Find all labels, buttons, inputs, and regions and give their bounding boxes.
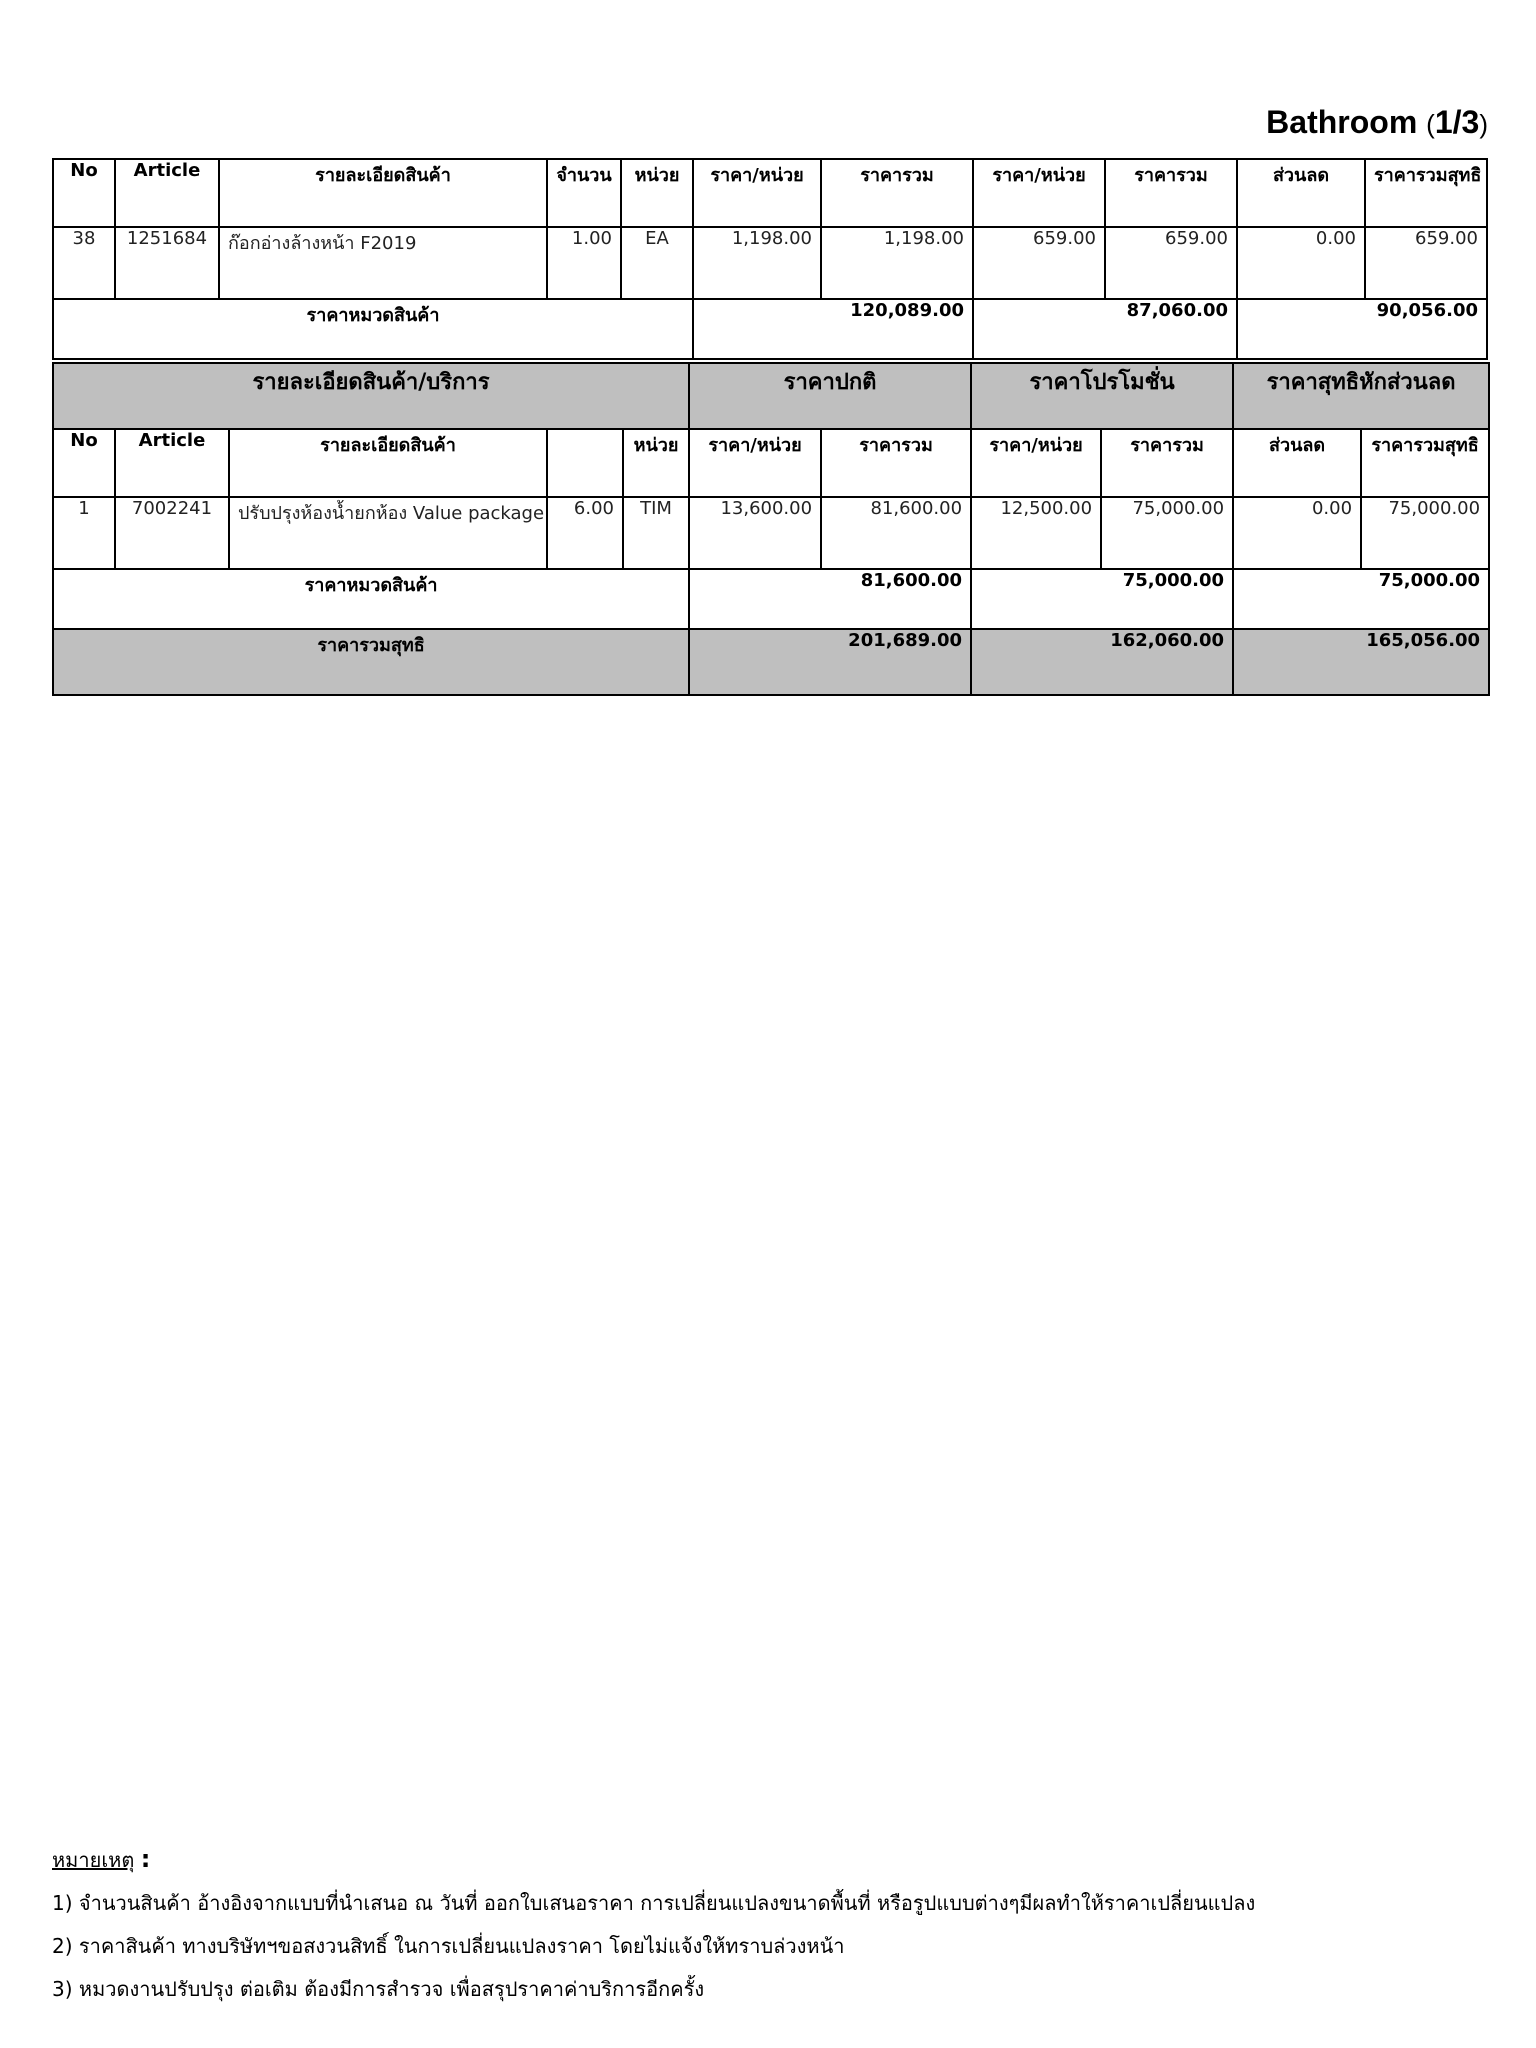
header-total: ราคารวม: [821, 429, 971, 497]
header-unit-price: ราคา/หน่วย: [689, 429, 821, 497]
group-normal-price: ราคาปกติ: [689, 363, 971, 429]
header-net-total: ราคารวมสุทธิ: [1365, 159, 1487, 227]
header-promo-total: ราคารวม: [1105, 159, 1237, 227]
cell-quantity: 6.00: [547, 497, 623, 569]
header-total: ราคารวม: [821, 159, 973, 227]
subtotal-promo: 87,060.00: [973, 299, 1237, 359]
subtotal-label: ราคาหมวดสินค้า: [53, 299, 693, 359]
table-row: [53, 497, 1489, 569]
header-no: No: [53, 429, 115, 497]
cell-article: 1251684: [115, 227, 219, 299]
page-title-main: Bathroom: [1266, 104, 1418, 140]
header-unit: หน่วย: [621, 159, 693, 227]
cell-discount: 0.00: [1233, 497, 1361, 569]
header-no: No: [53, 159, 115, 227]
header-description: รายละเอียดสินค้า: [229, 429, 547, 497]
grand-total-row: [53, 629, 1489, 695]
cell-unit: EA: [621, 227, 693, 299]
cell-article: 7002241: [115, 497, 229, 569]
cell-no: 38: [53, 227, 115, 299]
notes-heading: [52, 1838, 1255, 1882]
header-promo-total: ราคารวม: [1101, 429, 1233, 497]
subtotal-row: [53, 299, 1487, 359]
cell-unit-price: 1,198.00: [693, 227, 821, 299]
note-item: 3) หมวดงานปรับปรุง ต่อเติม ต้องมีการสำรวจ เพื่อสรุปราคาค่าบริการอีกครั้ง: [52, 1977, 705, 2001]
cell-net-total: 659.00: [1365, 227, 1487, 299]
header-quantity: [547, 429, 623, 497]
note-item: 1) จำนวนสินค้า อ้างอิงจากแบบที่นำเสนอ ณ วันที่ ออกใบเสนอราคา การเปลี่ยนแปลงขนาดพื้นที่ หรือรูปแบบต่างๆมีผลทำให้ราคาเปลี่ยนแปลง: [52, 1891, 1256, 1915]
subtotal-label: ราคาหมวดสินค้า: [53, 569, 689, 629]
table-row: [53, 227, 1487, 299]
group-description: รายละเอียดสินค้า/บริการ: [53, 363, 689, 429]
notes-colon: :: [140, 1845, 151, 1873]
grand-total-promo: 162,060.00: [971, 629, 1233, 695]
items-table-2: [52, 362, 1490, 696]
page-title-close-paren: ): [1479, 109, 1488, 139]
note-item: 2) ราคาสินค้า ทางบริษัทฯขอสงวนสิทธิ์ ในการเปลี่ยนแปลงราคา โดยไม่แจ้งให้ทราบล่วงหน้า: [52, 1934, 845, 1958]
cell-quantity: 1.00: [547, 227, 621, 299]
cell-description: ก๊อกอ่างล้างหน้า F2019: [219, 227, 547, 299]
cell-discount: 0.00: [1237, 227, 1365, 299]
grand-total-normal: 201,689.00: [689, 629, 971, 695]
header-article: Article: [115, 159, 219, 227]
header-description: รายละเอียดสินค้า: [219, 159, 547, 227]
subtotal-promo: 75,000.00: [971, 569, 1233, 629]
cell-promo-unit-price: 12,500.00: [971, 497, 1101, 569]
group-net-price: ราคาสุทธิหักส่วนลด: [1233, 363, 1489, 429]
cell-no: 1: [53, 497, 115, 569]
header-promo-unit-price: ราคา/หน่วย: [971, 429, 1101, 497]
cell-promo-unit-price: 659.00: [973, 227, 1105, 299]
cell-total: 81,600.00: [821, 497, 971, 569]
subtotal-row: [53, 569, 1489, 629]
header-discount: ส่วนลด: [1237, 159, 1365, 227]
items-table-1: [52, 158, 1488, 360]
subtotal-normal: 120,089.00: [693, 299, 973, 359]
grand-total-label: ราคารวมสุทธิ: [53, 629, 689, 695]
notes-section: [52, 1838, 1255, 2011]
group-promo-price: ราคาโปรโมชั่น: [971, 363, 1233, 429]
notes-title: หมายเหตุ: [52, 1848, 135, 1872]
header-unit: หน่วย: [623, 429, 689, 497]
cell-promo-total: 659.00: [1105, 227, 1237, 299]
header-net-total: ราคารวมสุทธิ: [1361, 429, 1489, 497]
header-quantity: จำนวน: [547, 159, 621, 227]
header-unit-price: ราคา/หน่วย: [693, 159, 821, 227]
page-title: [1266, 104, 1488, 141]
cell-total: 1,198.00: [821, 227, 973, 299]
header-discount: ส่วนลด: [1233, 429, 1361, 497]
subtotal-net: 75,000.00: [1233, 569, 1489, 629]
cell-promo-total: 75,000.00: [1101, 497, 1233, 569]
subtotal-net: 90,056.00: [1237, 299, 1487, 359]
table-header-row: [53, 159, 1487, 227]
header-article: Article: [115, 429, 229, 497]
page-title-open-paren: (: [1426, 109, 1435, 139]
cell-description: ปรับปรุงห้องน้ำยกห้อง Value package: [229, 497, 547, 569]
cell-unit-price: 13,600.00: [689, 497, 821, 569]
cell-net-total: 75,000.00: [1361, 497, 1489, 569]
page-number: 1/3: [1434, 104, 1480, 140]
cell-unit: TIM: [623, 497, 689, 569]
table-header-row: [53, 429, 1489, 497]
group-header-row: [53, 363, 1489, 429]
subtotal-normal: 81,600.00: [689, 569, 971, 629]
grand-total-net: 165,056.00: [1233, 629, 1489, 695]
header-promo-unit-price: ราคา/หน่วย: [973, 159, 1105, 227]
